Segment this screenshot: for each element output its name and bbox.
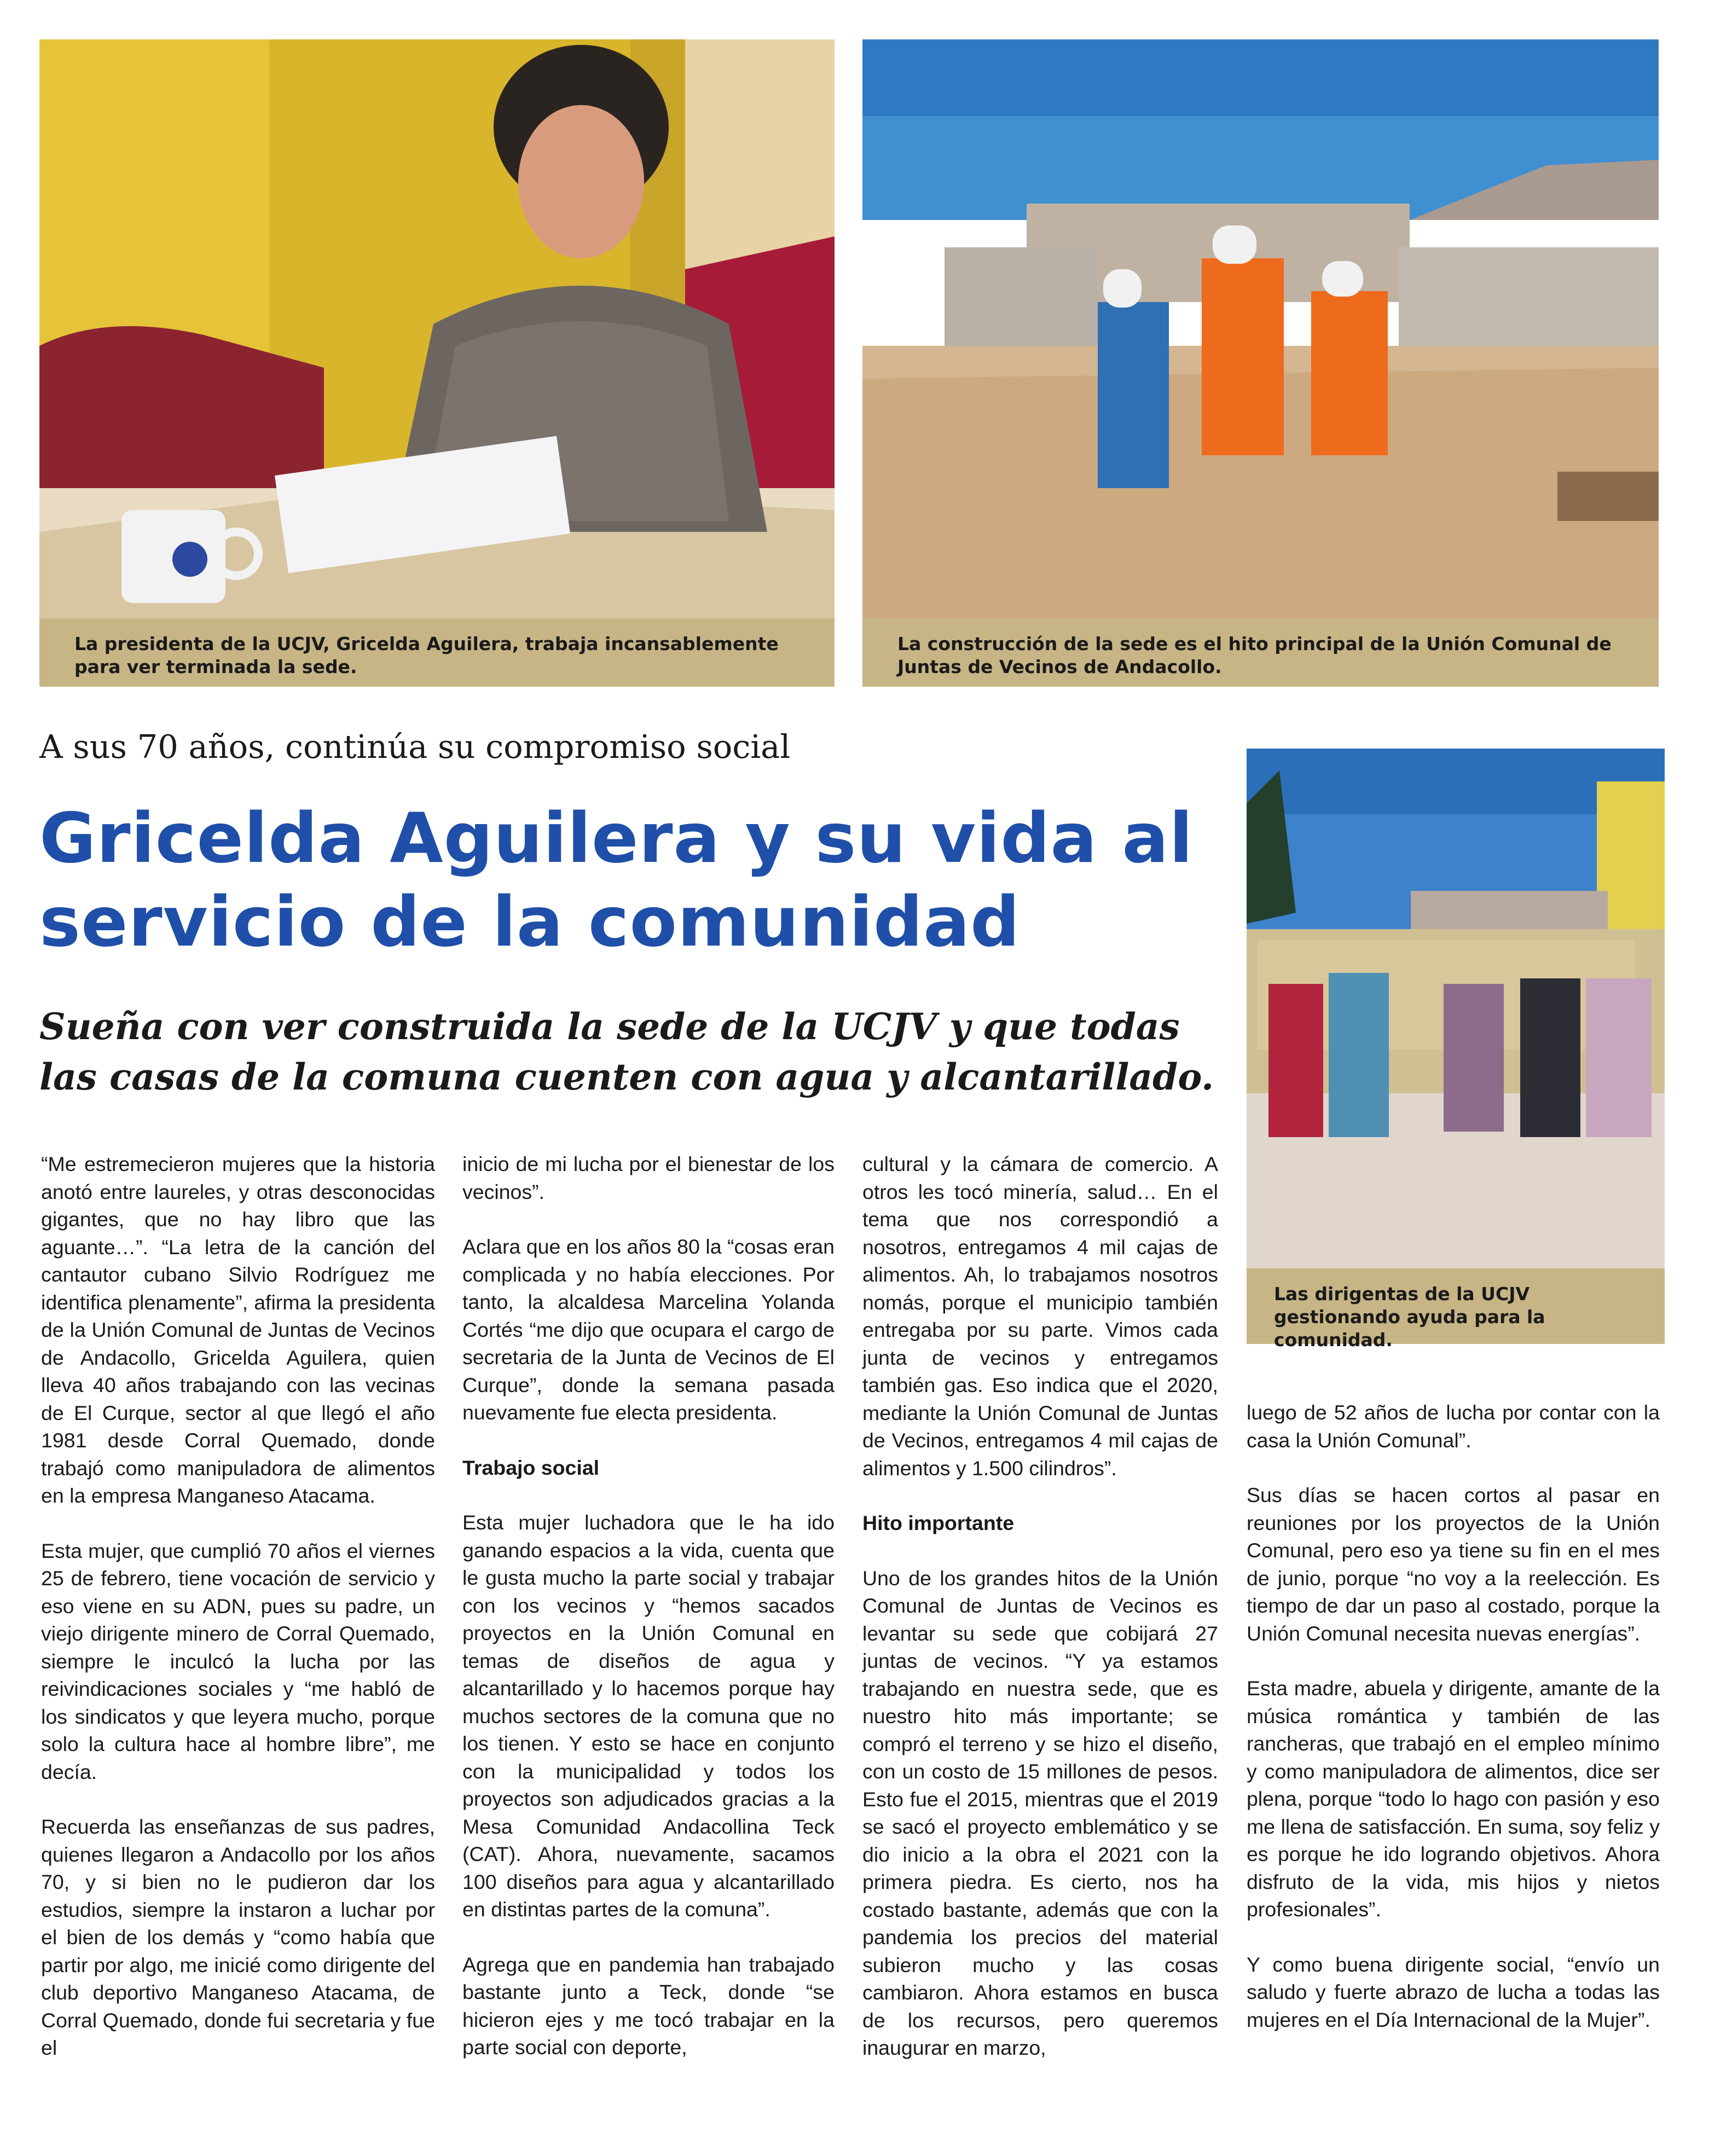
paragraph: Aclara que en los años 80 la “cosas eran complicada y no había elecciones. Por tanto, la alcaldesa Marcelina Yolanda Cortés “me dijo que ocupara el cargo de secretaria de la Junta de Vecinos de El Curque”, donde la semana pasada nuevamente fue electa presidenta. <box>462 1235 835 1424</box>
paragraph: inicio de mi lucha por el bienestar de los vecinos”. <box>462 1152 835 1203</box>
paragraph: Uno de los grandes hitos de la Unión Comunal de Juntas de Vecinos es levantar su sede que cobijará 27 juntas de vecinos. “Y ya estamos trabajando en nuestra sede, que es nuestro hito más importante; se compró el terreno y se hizo el diseño, con un costo de 15 millones de pesos. Esto fue el 2015, mientras que el 2019 se sacó el proyecto emblemático y se dio inicio a la obra el 2021 con la primera piedra. Es cierto, nos ha costado bastante, además que con la pandemia los precios del material subieron mucho y las cosas cambiaron. Ahora estamos en busca de los recursos, pero queremos inaugurar en marzo, <box>862 1566 1218 2059</box>
photo-construction <box>862 39 1659 618</box>
section-heading-trabajo-social: Trabajo social <box>462 1456 600 1479</box>
body-column-2 <box>462 1150 835 2061</box>
paragraph: Agrega que en pandemia han trabajado bastante junto a Teck, donde “se hicieron ejes y me tocó trabajar en la parte social con deporte, <box>462 1952 835 2059</box>
article-headline: Gricelda Aguilera y su vida al servicio de la comunidad <box>39 798 1194 962</box>
paragraph: Y como buena dirigente social, “envío un saludo y fuerte abrazo de lucha a todas las mujeres en el Día Internacional de la Mujer”. <box>1247 1952 1660 2031</box>
paragraph: Esta mujer luchadora que le ha ido ganando espacios a la vida, cuenta que le gusta mucho la parte social y trabajar con los vecinos y “hemos sacados proyectos en la Unión Comunal en temas de diseños de agua y alcantarillado y lo hacemos porque hay muchos sectores de la comuna que no los tienen. Y esto se hace en conjunto con la municipalidad y todos los proyectos son adjudicados gracias a la Mesa Comunidad Andacollina Teck (CAT). Ahora, nuevamente, sacamos 100 diseños para agua y alcantarillado en distintas partes de la comuna”. <box>462 1511 835 1921</box>
caption-photo-leaders: Las dirigentas de la UCJV gestionando ayuda para la comunidad. <box>1247 1268 1665 1344</box>
paragraph: Recuerda las enseñanzas de sus padres, quienes llegaron a Andacollo por los años 70, y si bien no le pudieron dar los estudios, siempre la instaron a luchar por el bien de los demás y “como había que partir por algo, me inicié como dirigente del club deportivo Manganeso Atacama, de Corral Quemado, donde fui secretaria y fue el <box>41 1815 435 2059</box>
paragraph: Sus días se hacen cortos al pasar en reuniones por los proyectos de la Unión Comunal, pero eso ya tiene su fin en el mes de junio, porque “no voy a la reelección. Es tiempo de dar un paso al costado, porque la Unión Comunal necesita nuevas energías”. <box>1247 1483 1660 1645</box>
paragraph: Esta madre, abuela y dirigente, amante de la música romántica y también de las rancheras, que trabajó en el empleo mínimo y como manipuladora de alimentos, dice ser plena, porque “todo lo hago con pasión y eso me llena de satisfacción. En suma, soy feliz y es porque he ido logrando objetivos. Ahora disfruto de la vida, mis hijos y nietos profesionales”. <box>1247 1677 1660 1921</box>
section-heading-hito-importante: Hito importante <box>862 1511 1015 1534</box>
article-kicker: A sus 70 años, continúa su compromiso social <box>39 728 791 766</box>
body-column-3 <box>862 1150 1218 2062</box>
paragraph: Esta mujer, que cumplió 70 años el viernes 25 de febrero, tiene vocación de servicio y eso viene en su ADN, pues su padre, un viejo dirigente minero de Corral Quemado, siempre le inculcó la lucha por las reivindicaciones sociales y “me habló de los sindicatos y que leyera mucho, porque solo la cultura hace al hombre libre”, me decía. <box>41 1539 435 1783</box>
article-deck: Sueña con ver construida la sede de la UCJV y que todas las casas de la comuna cuenten con agua y alcantarillado. <box>39 1005 1214 1098</box>
photo-president <box>39 39 835 618</box>
paragraph: “Me estremecieron mujeres que la historia anotó entre laureles, y otras desconocidas gigantes, que no hay libro que las aguante…”. “La letra de la canción del cantautor cubano Silvio Rodríguez me identifica plenamente”, afirma la presidenta de la Unión Comunal de Juntas de Vecinos de Andacollo, Gricelda Aguilera, quien lleva 40 años trabajando con las vecinas de El Curque, sector al que llegó el año 1981 desde Corral Quemado, donde trabajó como manipuladora de alimentos en la empresa Manganeso Atacama. <box>41 1152 435 1507</box>
paragraph: luego de 52 años de lucha por contar con la casa la Unión Comunal”. <box>1247 1401 1660 1452</box>
paragraph: cultural y la cámara de comercio. A otros les tocó minería, salud… En el tema que nos correspondió a nosotros, entregamos 4 mil cajas de alimentos. Ah, lo trabajamos nosotros nomás, porque el municipio también entregaba por su parte. Vimos cada junta de vecinos y entregamos también gas. Eso indica que el 2020, mediante la Unión Comunal de Juntas de Vecinos, entregamos 4 mil cajas de alimentos y 1.500 cilindros”. <box>862 1152 1218 1480</box>
body-column-4 <box>1247 1399 1660 2033</box>
caption-photo-president: La presidenta de la UCJV, Gricelda Aguilera, trabaja incansablemente para ver terminada la sede. <box>39 618 835 687</box>
caption-photo-construction: La construcción de la sede es el hito principal de la Unión Comunal de Juntas de Vecinos de Andacollo. <box>862 618 1659 687</box>
body-column-1 <box>41 1150 435 2062</box>
photo-leaders <box>1247 749 1665 1268</box>
